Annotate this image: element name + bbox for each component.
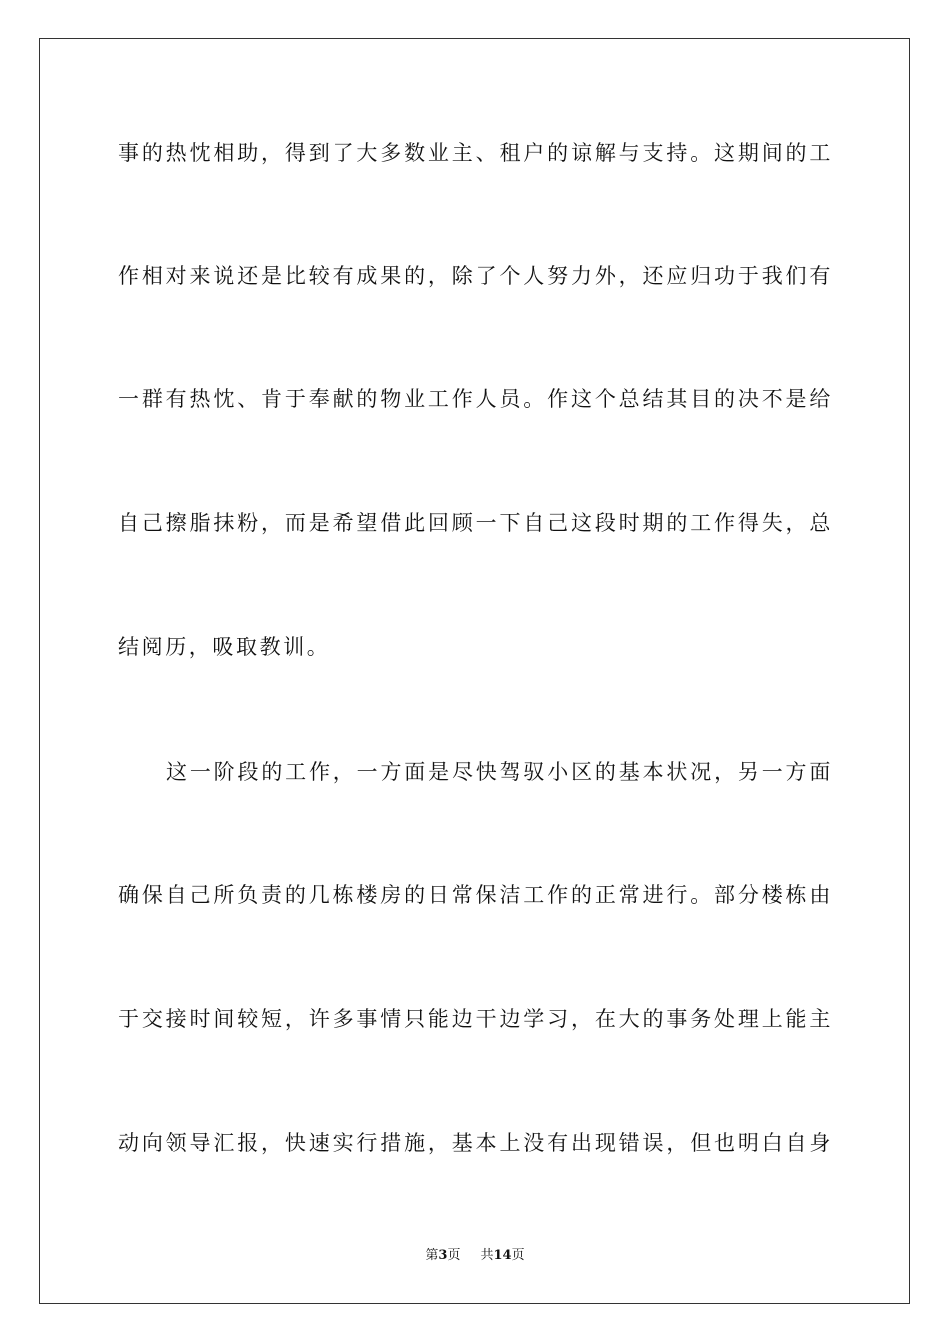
page-border xyxy=(39,38,910,1304)
body-text-line: 一群有热忱、肯于奉献的物业工作人员。作这个总结其目的决不是给 xyxy=(118,387,833,411)
body-text-line: 事的热忱相助，得到了大多数业主、租户的谅解与支持。这期间的工 xyxy=(118,141,833,165)
total-page-count: 14 xyxy=(493,1248,512,1263)
page-prefix: 第 xyxy=(425,1248,439,1263)
body-text-line: 作相对来说还是比较有成果的，除了个人努力外，还应归功于我们有 xyxy=(118,264,833,288)
paragraph-first-line: 这一阶段的工作，一方面是尽快驾驭小区的基本状况，另一方面 xyxy=(166,760,833,784)
body-text-line: 确保自己所负责的几栋楼房的日常保洁工作的正常进行。部分楼栋由 xyxy=(118,883,833,907)
body-text-line: 结阅历，吸取教训。 xyxy=(118,635,331,659)
body-text-line: 动向领导汇报，快速实行措施，基本上没有出现错误，但也明白自身 xyxy=(118,1131,833,1155)
current-page-number: 3 xyxy=(438,1248,448,1263)
body-text-line: 于交接时间较短，许多事情只能边干边学习，在大的事务处理上能主 xyxy=(118,1007,833,1031)
total-suffix: 页 xyxy=(511,1248,525,1263)
page-footer xyxy=(0,1247,950,1265)
page-suffix: 页 xyxy=(447,1248,461,1263)
body-text-line: 自己擦脂抹粉，而是希望借此回顾一下自己这段时期的工作得失，总 xyxy=(118,511,833,535)
total-prefix: 共 xyxy=(480,1248,494,1263)
